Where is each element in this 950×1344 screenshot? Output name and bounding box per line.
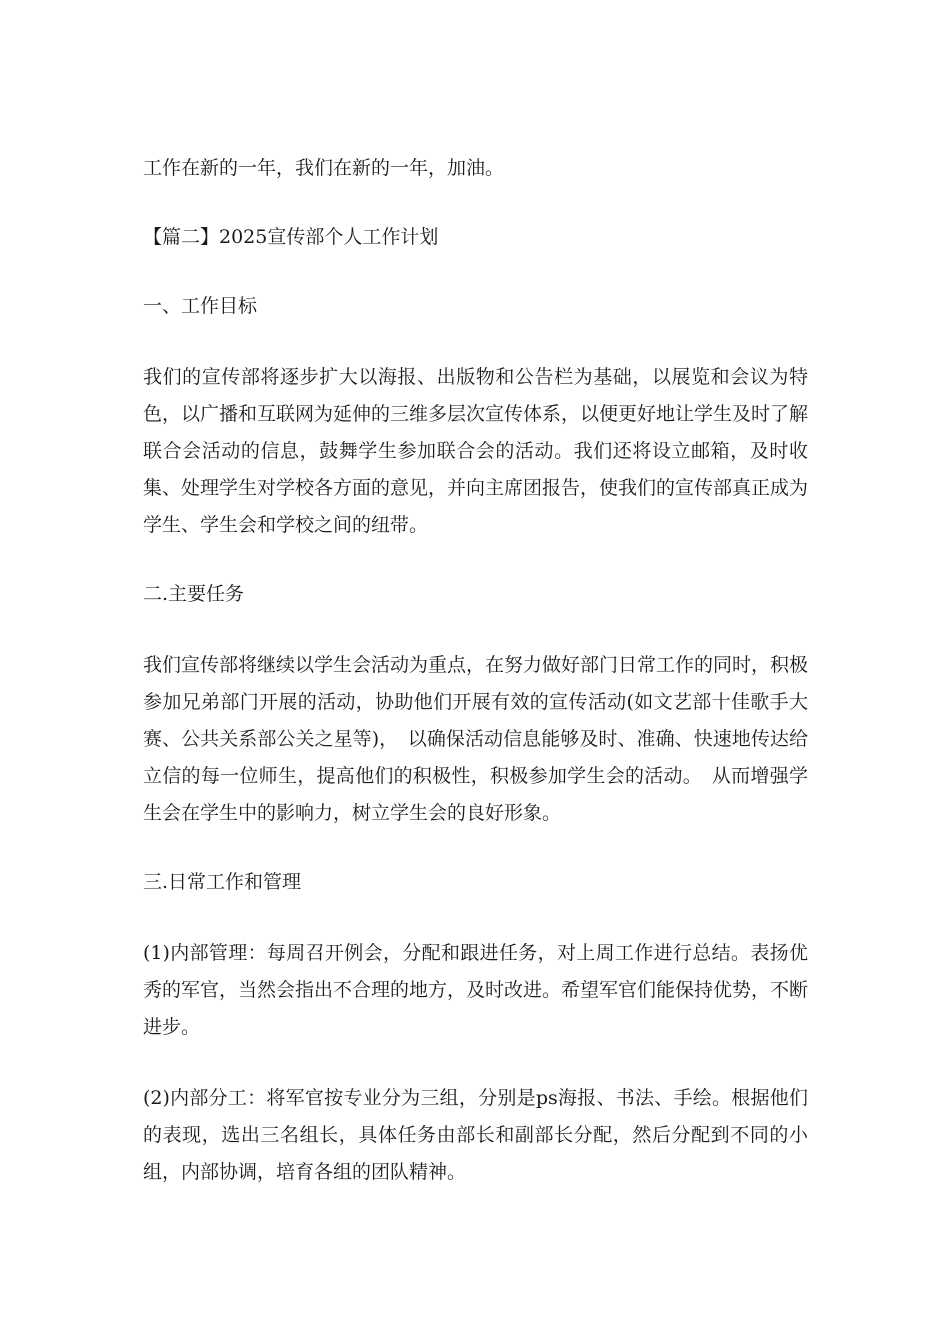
paragraph-internal-division: (2)内部分工：将军官按专业分为三组，分别是ps海报、书法、手绘。根据他们的表现，选出三名组长，具体任务由部长和副部长分配，然后分配到不同的小组，内部协调，培育各组的团队精神。 (143, 1087, 808, 1183)
heading-daily-work: 三.日常工作和管理 (143, 871, 302, 893)
section-title: 【篇二】2025宣传部个人工作计划 (143, 226, 439, 248)
paragraph-internal-management: (1)内部管理：每周召开例会，分配和跟进任务，对上周工作进行总结。表扬优秀的军官，当然会指出不合理的地方，及时改进。希望军官们能保持优势，不断进步。 (143, 942, 809, 1038)
paragraph-work-goals: 我们的宣传部将逐步扩大以海报、出版物和公告栏为基础，以展览和会议为特色，以广播和互联网为延伸的三维多层次宣传体系，以便更好地让学生及时了解联合会活动的信息，鼓舞学生参加联合会的活动。我们还将设立邮箱，及时收集、处理学生对学校各方面的意见，并向主席团报告，使我们的宣传部真正成为学生、学生会和学校之间的纽带。 (143, 366, 809, 536)
document-page (143, 150, 808, 1191)
paragraph-main-tasks: 我们宣传部将继续以学生会活动为重点，在努力做好部门日常工作的同时，积极参加兄弟部门开展的活动，协助他们开展有效的宣传活动(如文艺部十佳歌手大赛、公共关系部公关之星等)， 以确保活动信息能够及时、准确、快速地传达给立信的每一位师生，提高他们的积极性，积极参加学生会的活动。 从而增强学生会在学生中的影响力，树立学生会的良好形象。 (143, 654, 809, 824)
heading-work-goals: 一、工作目标 (143, 295, 258, 317)
heading-main-tasks: 二.主要任务 (143, 583, 245, 605)
intro-line: 工作在新的一年，我们在新的一年，加油。 (143, 157, 505, 179)
